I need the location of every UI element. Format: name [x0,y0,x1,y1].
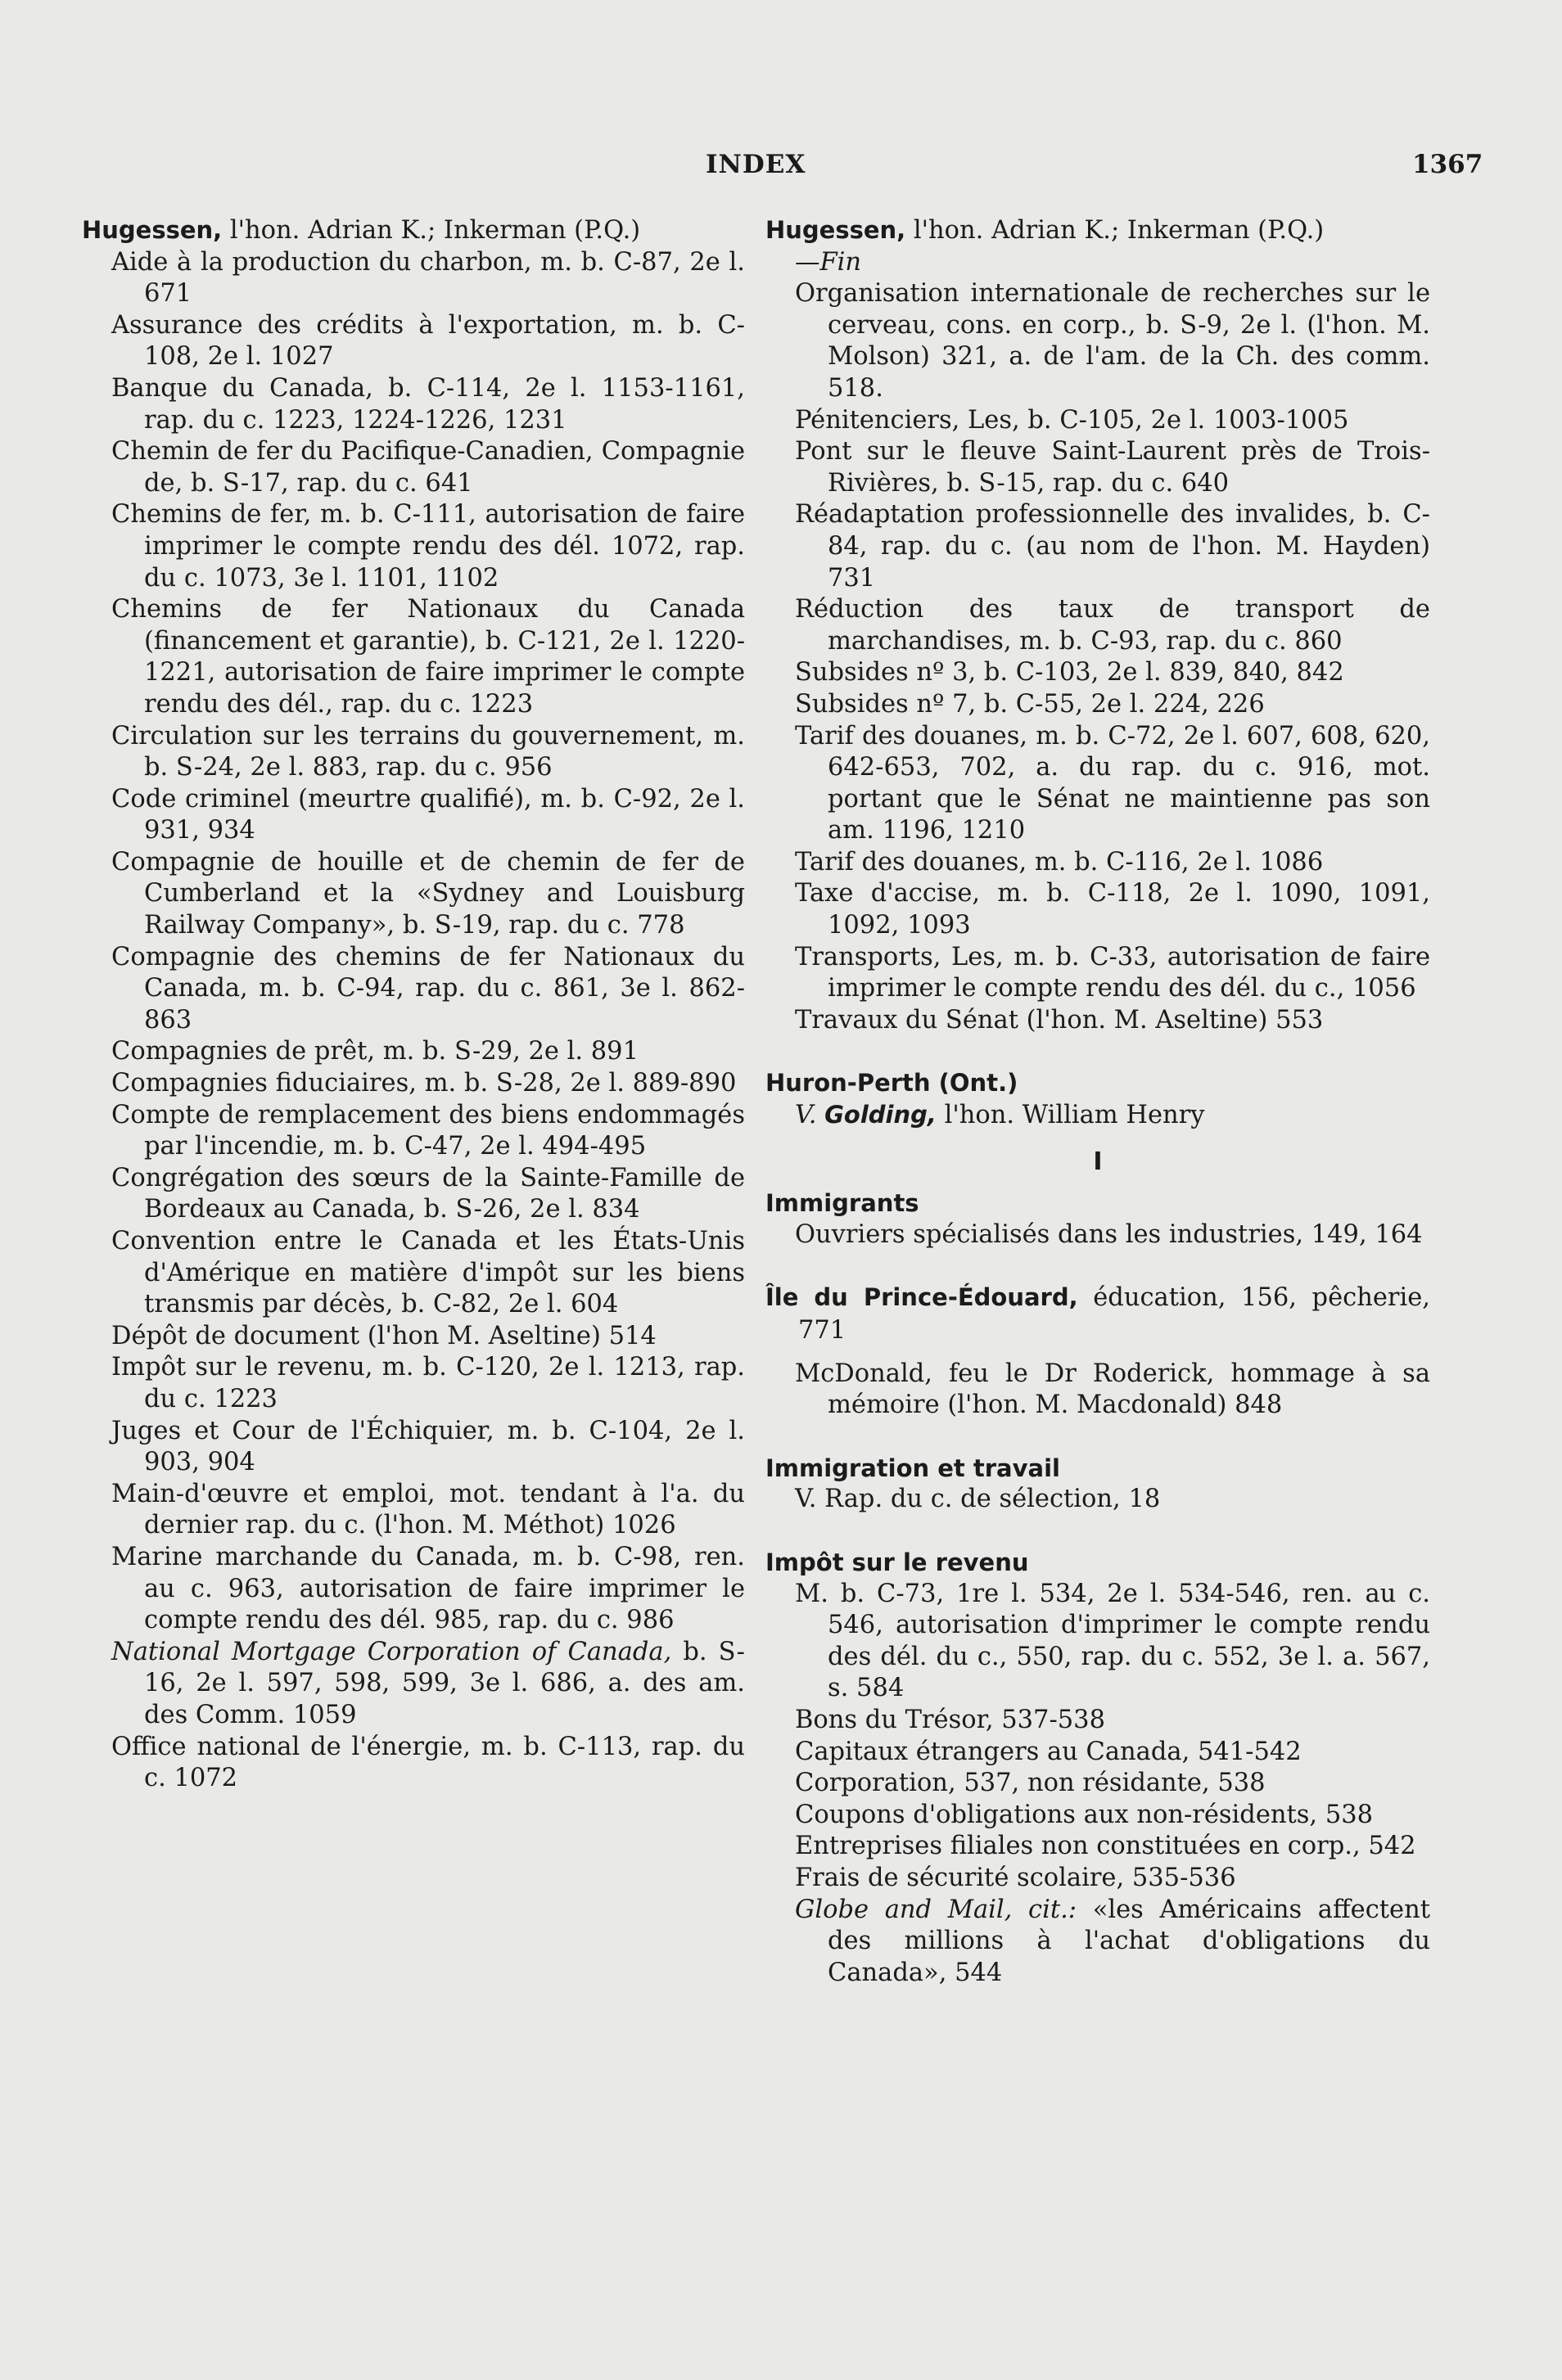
heading-hugessen [82,214,745,247]
heading-detail: l'hon. Adrian K.; Inkerman (P.Q.) [222,216,641,245]
index-entry-national-mortgage [82,1637,745,1732]
index-entry: Compagnie des chemins de fer Nationaux du Canada, m. b. C-94, rap. du c. 861, 3e l. 862-863 [111,942,745,1034]
index-entry: Transports, Les, m. b. C-33, autorisation de faire imprimer le compte rendu des dél. du c., 1056 [795,942,1430,1003]
section-gap [765,1422,1430,1453]
ref-prefix: V. [795,1101,825,1130]
index-entry: Compagnies de prêt, m. b. S-29, 2e l. 891 [111,1037,639,1066]
index-entry: Juges et Cour de l'Échiquier, m. b. C-104, 2e l. 903, 904 [111,1416,745,1477]
index-entry: Office national de l'énergie, m. b. C-113, rap. du c. 1072 [111,1732,745,1793]
index-entry: Convention entre le Canada et les États-Unis d'Amérique en matière d'impôt sur les biens transmis par décès, b. C-82, 2e l. 604 [111,1227,745,1319]
index-entry: Aide à la production du charbon, m. b. C-87, 2e l. 671 [111,247,745,309]
entry-detail: b. S-16, 2e l. 597, 598, 599, 3e l. 686, a. des am. des Comm. 1059 [144,1637,745,1729]
index-entry: Réadaptation professionnelle des invalides, b. C-84, rap. du c. (au nom de l'hon. M. Hayden) 731 [795,500,1430,593]
index-entry: Congrégation des sœurs de la Sainte-Famille de Bordeaux au Canada, b. S-26, 2e l. 834 [111,1163,745,1224]
index-entry: V. Rap. du c. de sélection, 18 [795,1485,1161,1514]
heading-huron-perth: Huron-Perth (Ont.) [765,1069,1018,1098]
index-entry: Taxe d'accise, m. b. C-118, 2e l. 1090, 1091, 1092, 1093 [795,879,1430,940]
heading-immigrants: Immigrants [765,1189,919,1218]
entry-spacer [765,1347,1430,1359]
index-entry: Dépôt de document (l'hon M. Aseltine) 514 [111,1321,657,1350]
index-entry: McDonald, feu le Dr Roderick, hommage à sa mémoire (l'hon. M. Macdonald) 848 [795,1359,1430,1420]
index-entry: Bons du Trésor, 537-538 [795,1705,1105,1734]
heading-name: Île du Prince-Édouard, [765,1283,1078,1312]
index-entry: Banque du Canada, b. C-114, 2e l. 1153-1161, rap. du c. 1223, 1224-1226, 1231 [111,373,745,435]
right-column [765,214,1430,1989]
page-number: 1367 [1412,150,1483,179]
heading-impot-revenu: Impôt sur le revenu [765,1548,1029,1576]
index-entry: Circulation sur les terrains du gouvernement, m. b. S-24, 2e l. 883, rap. du c. 956 [111,721,745,782]
index-entry-globe-mail [765,1895,1430,1990]
index-entry: Compte de remplacement des biens endommagés par l'incendie, m. b. C-47, 2e l. 494-495 [111,1100,745,1161]
heading-hugessen-continued [765,214,1430,247]
section-gap [765,1036,1430,1067]
index-entry: Coupons d'obligations aux non-résidents, 538 [795,1800,1374,1829]
index-entry: Corporation, 537, non résidante, 538 [795,1769,1266,1798]
index-entry: Subsides nº 7, b. C-55, 2e l. 224, 226 [795,689,1265,719]
index-entry: Assurance des crédits à l'exportation, m. b. C-108, 2e l. 1027 [111,310,745,372]
ref-detail: l'hon. William Henry [936,1101,1205,1130]
index-entry: Compagnies fiduciaires, m. b. S-28, 2e l. 889-890 [111,1069,737,1098]
index-entry: Capitaux étrangers au Canada, 541-542 [795,1737,1302,1766]
section-gap [765,1132,1430,1143]
index-entry: Tarif des douanes, m. b. C-72, 2e l. 607, 608, 620, 642-653, 702, a. du rap. du c. 916, mot. portant que le Sénat ne maintienne pas son am. 1196, 1210 [795,721,1430,845]
index-entry: Tarif des douanes, m. b. C-116, 2e l. 1086 [795,847,1324,877]
ref-name: Golding, [824,1101,937,1129]
heading-detail: l'hon. Adrian K.; Inkerman (P.Q.) [905,216,1325,245]
index-entry: Chemin de fer du Pacifique-Canadien, Compagnie de, b. S-17, rap. du c. 641 [111,437,745,498]
index-entry: Main-d'œuvre et emploi, mot. tendant à l'a. du dernier rap. du c. (l'hon. M. Méthot) 1026 [111,1479,745,1540]
entry-title-italic: National Mortgage Corporation of Canada, [111,1637,672,1666]
continuation-mark: —Fin [795,247,862,277]
index-entry: Frais de sécurité scolaire, 535-536 [795,1863,1236,1892]
left-column [82,214,745,1795]
heading-name: Hugessen, [765,216,906,244]
entry-detail: «les Américains affectent des millions à l'achat d'obligations du Canada», 544 [828,1895,1430,1987]
index-entry: M. b. C-73, 1re l. 534, 2e l. 534-546, ren. au c. 546, autorisation d'imprimer le compte rendu des dél. du c., 550, rap. du c. 552, 3e l. a. 567, s. 584 [795,1579,1430,1703]
index-entry: Pont sur le fleuve Saint-Laurent près de Trois-Rivières, b. S-15, rap. du c. 640 [795,437,1430,498]
entry-title-italic: Globe and Mail, cit.: [795,1895,1077,1924]
heading-immigration-travail: Immigration et travail [765,1454,1060,1482]
heading-ile-prince-edouard [765,1282,1430,1346]
index-entry: Chemins de fer, m. b. C-111, autorisation de faire imprimer le compte rendu des dél. 1072, rap. du c. 1073, 3e l. 1101, 1102 [111,500,745,593]
index-entry: Réduction des taux de transport de marchandises, m. b. C-93, rap. du c. 860 [795,595,1430,656]
index-entry: Entreprises filiales non constituées en corp., 542 [795,1832,1416,1861]
index-entry: Marine marchande du Canada, m. b. C-98, ren. au c. 963, autorisation de faire imprimer le compte rendu des dél. 985, rap. du c. 986 [111,1542,745,1635]
index-entry: Organisation internationale de recherches sur le cerveau, cons. en corp., b. S-9, 2e l. (l'hon. M. Molson) 321, a. de l'am. de la Ch. des comm. 518. [795,279,1430,403]
heading-detail: éducation, 156, pêcherie, 771 [798,1283,1430,1345]
index-entry: Ouvriers spécialisés dans les industries, 149, 164 [795,1219,1423,1249]
index-entry: Compagnie de houille et de chemin de fer de Cumberland et la «Sydney and Louisburg Railway Company», b. S-19, rap. du c. 778 [111,847,745,940]
index-entry: Pénitenciers, Les, b. C-105, 2e l. 1003-1005 [795,405,1349,435]
see-reference [765,1099,1430,1132]
section-letter: I [1093,1147,1103,1176]
index-entry: Chemins de fer Nationaux du Canada (financement et garantie), b. C-121, 2e l. 1220-1221, autorisation de faire imprimer le compte rendu des dél., rap. du c. 1223 [111,595,745,719]
heading-name: Hugessen, [82,216,223,244]
running-title: INDEX [706,150,806,179]
index-entry: Subsides nº 3, b. C-103, 2e l. 839, 840, 842 [795,658,1344,687]
index-entry: Travaux du Sénat (l'hon. M. Aseltine) 553 [795,1005,1324,1034]
section-gap [765,1251,1430,1282]
index-entry: Code criminel (meurtre qualifié), m. b. C-92, 2e l. 931, 934 [111,784,745,845]
section-gap [765,1516,1430,1547]
index-entry: Impôt sur le revenu, m. b. C-120, 2e l. 1213, rap. du c. 1223 [111,1353,745,1413]
